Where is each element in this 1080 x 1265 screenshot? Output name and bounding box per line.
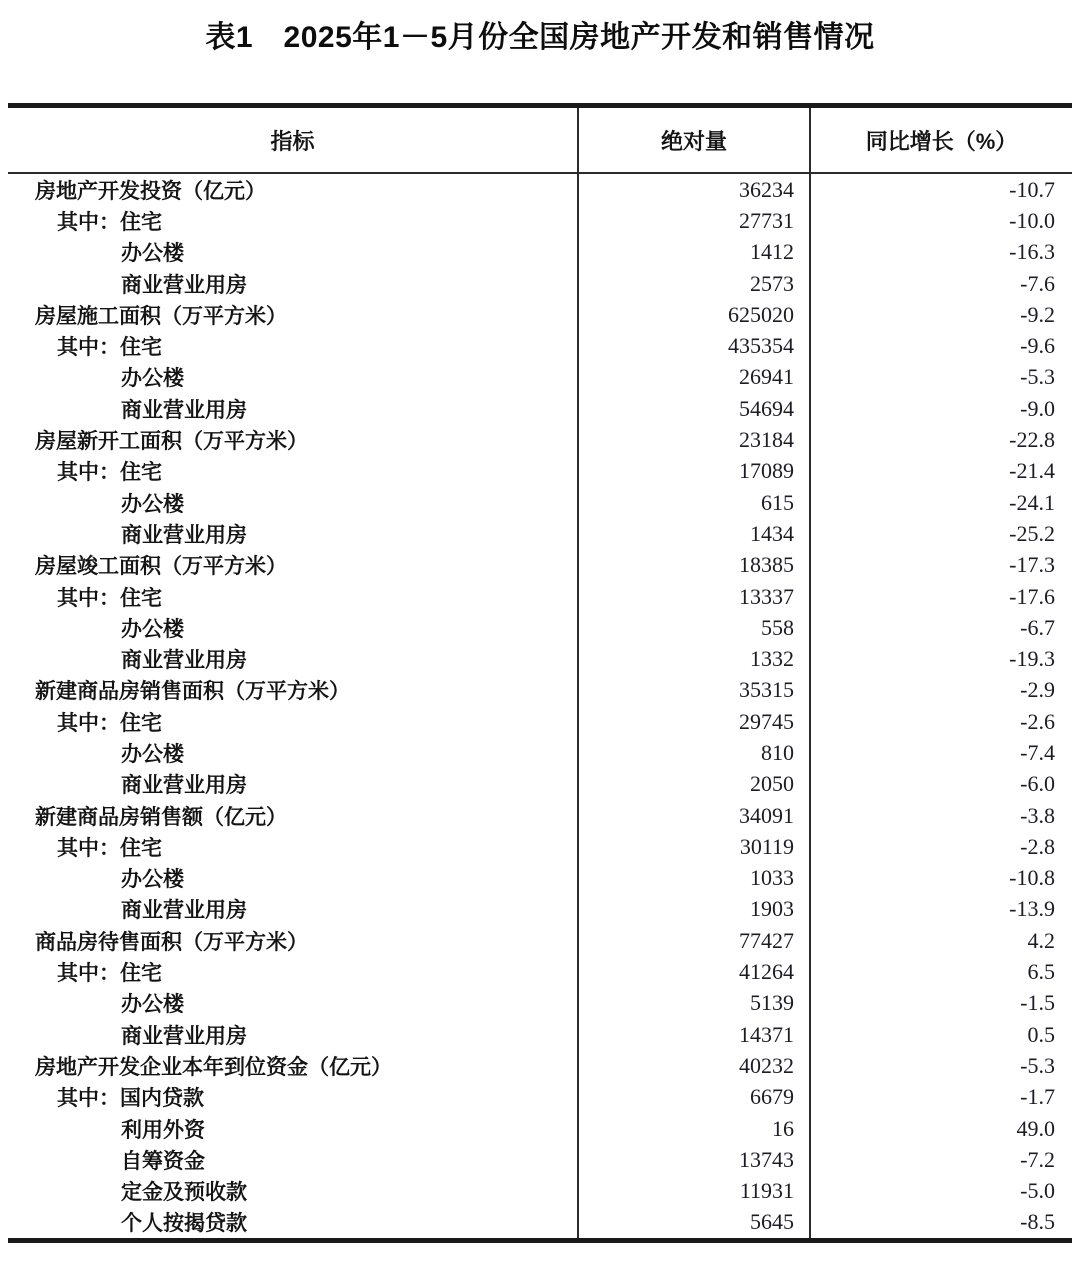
absolute-cell: 29745 <box>577 706 809 737</box>
growth-cell: -19.3 <box>809 643 1072 674</box>
growth-cell: -5.0 <box>809 1176 1072 1207</box>
table-row <box>8 518 1072 549</box>
absolute-cell: 5139 <box>577 988 809 1019</box>
indicator-cell: 办公楼 <box>121 868 184 892</box>
indicator-cell: 其中：住宅 <box>57 586 162 610</box>
absolute-cell: 77427 <box>577 925 809 956</box>
indicator-cell: 利用外资 <box>121 1118 205 1142</box>
table-row <box>8 737 1072 768</box>
table-row <box>8 330 1072 361</box>
table-row <box>8 706 1072 737</box>
indicator-cell: 商业营业用房 <box>121 398 247 422</box>
table-title: 表1 2025年1－5月份全国房地产开发和销售情况 <box>205 21 875 54</box>
table-row <box>8 205 1072 236</box>
absolute-cell: 625020 <box>577 299 809 330</box>
table-row <box>8 424 1072 455</box>
absolute-cell: 13337 <box>577 581 809 612</box>
absolute-cell: 2050 <box>577 769 809 800</box>
growth-cell: 49.0 <box>809 1113 1072 1144</box>
table-row <box>8 769 1072 800</box>
indicator-cell: 其中：住宅 <box>57 336 162 360</box>
indicator-cell: 房屋竣工面积（万平方米） <box>35 555 287 579</box>
table-body <box>8 174 1072 1238</box>
absolute-cell: 6679 <box>577 1082 809 1113</box>
growth-cell: -24.1 <box>809 487 1072 518</box>
absolute-cell: 1033 <box>577 863 809 894</box>
indicator-cell: 其中：住宅 <box>57 836 162 860</box>
growth-cell: -8.5 <box>809 1207 1072 1238</box>
indicator-cell: 办公楼 <box>121 492 184 516</box>
indicator-cell: 房屋施工面积（万平方米） <box>35 304 287 328</box>
table-header <box>8 108 1072 174</box>
absolute-cell: 23184 <box>577 424 809 455</box>
table-row <box>8 1019 1072 1050</box>
growth-cell: -21.4 <box>809 456 1072 487</box>
table-row <box>8 174 1072 205</box>
growth-cell: 0.5 <box>809 1019 1072 1050</box>
absolute-cell: 30119 <box>577 831 809 862</box>
indicator-cell: 商业营业用房 <box>121 523 247 547</box>
absolute-cell: 34091 <box>577 800 809 831</box>
absolute-cell: 27731 <box>577 205 809 236</box>
indicator-cell: 新建商品房销售面积（万平方米） <box>35 680 350 704</box>
growth-cell: 4.2 <box>809 925 1072 956</box>
table-header-row <box>8 108 1072 174</box>
indicator-cell: 商业营业用房 <box>121 649 247 673</box>
growth-cell: -5.3 <box>809 1050 1072 1081</box>
absolute-cell: 16 <box>577 1113 809 1144</box>
table-row <box>8 675 1072 706</box>
growth-cell: -1.5 <box>809 988 1072 1019</box>
growth-cell: -17.6 <box>809 581 1072 612</box>
table-row <box>8 268 1072 299</box>
indicator-cell: 个人按揭贷款 <box>121 1212 247 1236</box>
growth-cell: -2.6 <box>809 706 1072 737</box>
table-row <box>8 925 1072 956</box>
table-row <box>8 1207 1072 1238</box>
growth-cell: -6.0 <box>809 769 1072 800</box>
growth-cell: -5.3 <box>809 362 1072 393</box>
absolute-cell: 18385 <box>577 550 809 581</box>
table-row <box>8 800 1072 831</box>
growth-cell: -7.2 <box>809 1144 1072 1175</box>
table-row <box>8 393 1072 424</box>
table-row <box>8 894 1072 925</box>
indicator-cell: 办公楼 <box>121 993 184 1017</box>
absolute-cell: 1903 <box>577 894 809 925</box>
growth-cell: -6.7 <box>809 612 1072 643</box>
indicator-cell: 定金及预收款 <box>121 1181 247 1205</box>
indicator-cell: 商业营业用房 <box>121 1024 247 1048</box>
growth-cell: 6.5 <box>809 956 1072 987</box>
header-cell-indicator: 指标 <box>270 128 315 154</box>
growth-cell: -2.9 <box>809 675 1072 706</box>
growth-cell: -10.0 <box>809 205 1072 236</box>
indicator-cell: 房屋新开工面积（万平方米） <box>35 430 308 454</box>
indicator-cell: 商业营业用房 <box>121 774 247 798</box>
data-table <box>8 103 1072 1243</box>
table-row <box>8 863 1072 894</box>
table-row <box>8 237 1072 268</box>
indicator-cell: 其中：住宅 <box>57 461 162 485</box>
growth-cell: -22.8 <box>809 424 1072 455</box>
table-row <box>8 1144 1072 1175</box>
growth-cell: -9.6 <box>809 330 1072 361</box>
growth-cell: -7.4 <box>809 737 1072 768</box>
header-cell-growth: 同比增长（%） <box>809 108 1072 172</box>
growth-cell: -10.8 <box>809 863 1072 894</box>
table-row <box>8 456 1072 487</box>
indicator-cell: 其中：住宅 <box>57 711 162 735</box>
absolute-cell: 810 <box>577 737 809 768</box>
table-row <box>8 299 1072 330</box>
growth-cell: -3.8 <box>809 800 1072 831</box>
growth-cell: -7.6 <box>809 268 1072 299</box>
table-row <box>8 1082 1072 1113</box>
table-row <box>8 1113 1072 1144</box>
growth-cell: -9.2 <box>809 299 1072 330</box>
growth-cell: -17.3 <box>809 550 1072 581</box>
absolute-cell: 615 <box>577 487 809 518</box>
absolute-cell: 26941 <box>577 362 809 393</box>
indicator-cell: 房地产开发企业本年到位资金（亿元） <box>35 1055 392 1079</box>
indicator-cell: 办公楼 <box>121 742 184 766</box>
table-row <box>8 988 1072 1019</box>
absolute-cell: 1412 <box>577 237 809 268</box>
growth-cell: -13.9 <box>809 894 1072 925</box>
table-row <box>8 612 1072 643</box>
indicator-cell: 办公楼 <box>121 617 184 641</box>
growth-cell: -16.3 <box>809 237 1072 268</box>
indicator-cell: 其中：住宅 <box>57 962 162 986</box>
absolute-cell: 2573 <box>577 268 809 299</box>
growth-cell: -9.0 <box>809 393 1072 424</box>
table-row <box>8 1050 1072 1081</box>
indicator-cell: 办公楼 <box>121 242 184 266</box>
absolute-cell: 40232 <box>577 1050 809 1081</box>
absolute-cell: 17089 <box>577 456 809 487</box>
growth-cell: -10.7 <box>809 174 1072 205</box>
absolute-cell: 5645 <box>577 1207 809 1238</box>
indicator-cell: 其中：国内贷款 <box>57 1087 204 1111</box>
table-row <box>8 487 1072 518</box>
indicator-cell: 商业营业用房 <box>121 899 247 923</box>
absolute-cell: 1434 <box>577 518 809 549</box>
indicator-cell: 新建商品房销售额（亿元） <box>35 805 287 829</box>
absolute-cell: 14371 <box>577 1019 809 1050</box>
absolute-cell: 558 <box>577 612 809 643</box>
absolute-cell: 13743 <box>577 1144 809 1175</box>
absolute-cell: 36234 <box>577 174 809 205</box>
indicator-cell: 房地产开发投资（亿元） <box>35 179 266 203</box>
absolute-cell: 435354 <box>577 330 809 361</box>
table-row <box>8 643 1072 674</box>
absolute-cell: 54694 <box>577 393 809 424</box>
table-row <box>8 831 1072 862</box>
table-row <box>8 1176 1072 1207</box>
indicator-cell: 商品房待售面积（万平方米） <box>35 930 308 954</box>
indicator-cell: 其中：住宅 <box>57 210 162 234</box>
absolute-cell: 11931 <box>577 1176 809 1207</box>
indicator-cell: 办公楼 <box>121 367 184 391</box>
table-row <box>8 581 1072 612</box>
indicator-cell: 商业营业用房 <box>121 273 247 297</box>
header-cell-absolute: 绝对量 <box>577 108 809 172</box>
table-row <box>8 362 1072 393</box>
absolute-cell: 35315 <box>577 675 809 706</box>
table-row <box>8 956 1072 987</box>
growth-cell: -2.8 <box>809 831 1072 862</box>
growth-cell: -25.2 <box>809 518 1072 549</box>
absolute-cell: 41264 <box>577 956 809 987</box>
absolute-cell: 1332 <box>577 643 809 674</box>
growth-cell: -1.7 <box>809 1082 1072 1113</box>
table-row <box>8 550 1072 581</box>
indicator-cell: 自筹资金 <box>121 1149 205 1173</box>
